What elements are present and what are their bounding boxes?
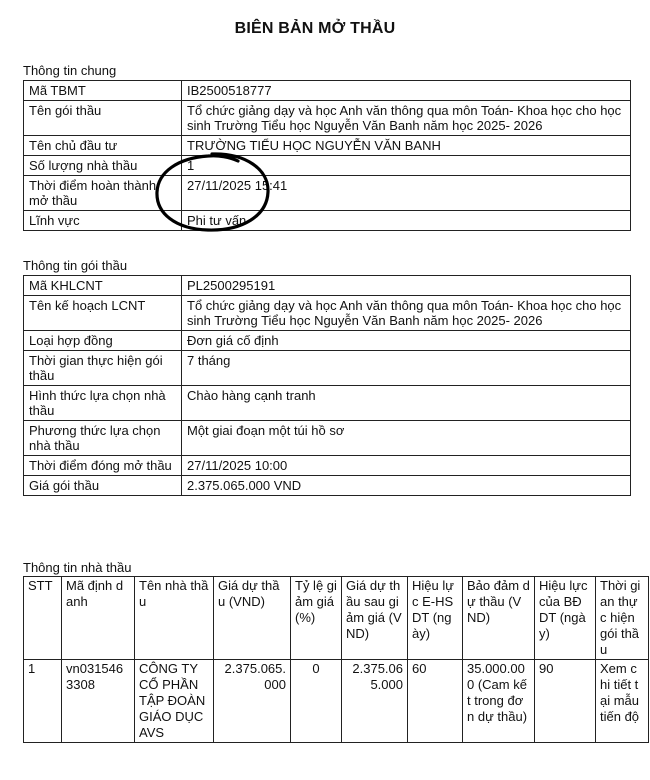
field-value: Tổ chức giảng dạy và học Anh văn thông qua môn Toán- Khoa học cho học sinh Trường Tiểu học Nguyễn Văn Banh năm học 2025- 2026 — [182, 296, 631, 331]
cell-validity: 60 — [408, 660, 463, 743]
table-row — [24, 351, 631, 386]
field-value: Chào hàng cạnh tranh — [182, 386, 631, 421]
cell-price-after: 2.375.065.000 — [342, 660, 408, 743]
column-header: Giá dự thầu sau giảm giá (VND) — [342, 577, 408, 660]
field-value: Phi tư vấn — [182, 211, 631, 231]
section-general-label: Thông tin chung — [23, 63, 117, 78]
field-label: Thời gian thực hiện gói thầu — [24, 351, 182, 386]
column-header: STT — [24, 577, 62, 660]
section-bidders-label: Thông tin nhà thầu — [23, 560, 132, 575]
field-label: Tên gói thầu — [24, 101, 182, 136]
field-label: Mã TBMT — [24, 81, 182, 101]
column-header: Mã định danh — [62, 577, 135, 660]
table-row — [24, 421, 631, 456]
column-header: Giá dự thầu (VND) — [214, 577, 291, 660]
field-label: Hình thức lựa chọn nhà thầu — [24, 386, 182, 421]
table-row — [24, 176, 631, 211]
table-row — [24, 331, 631, 351]
table-row — [24, 660, 649, 743]
field-label: Tên kế hoạch LCNT — [24, 296, 182, 331]
cell-name: CÔNG TY CỔ PHẦN TẬP ĐOÀN GIÁO DỤC AVS — [135, 660, 214, 743]
table-row — [24, 456, 631, 476]
field-value: IB2500518777 — [182, 81, 631, 101]
field-value: PL2500295191 — [182, 276, 631, 296]
field-value: 2.375.065.000 VND — [182, 476, 631, 496]
column-header: Tên nhà thầu — [135, 577, 214, 660]
table-row — [24, 211, 631, 231]
field-value: Một giai đoạn một túi hồ sơ — [182, 421, 631, 456]
field-label: Thời điểm hoàn thành mở thầu — [24, 176, 182, 211]
package-info-table — [23, 275, 631, 496]
table-row — [24, 296, 631, 331]
field-label: Phương thức lựa chọn nhà thầu — [24, 421, 182, 456]
field-value: TRƯỜNG TIỂU HỌC NGUYỄN VĂN BANH — [182, 136, 631, 156]
field-label: Giá gói thầu — [24, 476, 182, 496]
field-label: Số lượng nhà thầu — [24, 156, 182, 176]
table-row — [24, 156, 631, 176]
cell-duration: Xem chi tiết tại mẫu tiến độ — [596, 660, 649, 743]
bidders-table — [23, 576, 649, 743]
field-value: 7 tháng — [182, 351, 631, 386]
field-value: 27/11/2025 10:00 — [182, 456, 631, 476]
table-row — [24, 276, 631, 296]
column-header: Thời gian thực hiện gói thầu — [596, 577, 649, 660]
field-value: 27/11/2025 15:41 — [182, 176, 631, 211]
table-row — [24, 136, 631, 156]
field-label: Mã KHLCNT — [24, 276, 182, 296]
cell-stt: 1 — [24, 660, 62, 743]
general-info-table — [23, 80, 631, 231]
column-header: Bảo đảm dự thầu (VND) — [463, 577, 535, 660]
table-row — [24, 101, 631, 136]
cell-id: vn0315463308 — [62, 660, 135, 743]
section-package-label: Thông tin gói thầu — [23, 258, 128, 273]
cell-guarantee-validity: 90 — [535, 660, 596, 743]
column-header: Hiệu lực của BĐ DT (ngày) — [535, 577, 596, 660]
column-header: Tỷ lệ giảm giá (%) — [291, 577, 342, 660]
column-header: Hiệu lực E-HSDT (ngày) — [408, 577, 463, 660]
field-label: Thời điểm đóng mở thầu — [24, 456, 182, 476]
table-header-row — [24, 577, 649, 660]
cell-price: 2.375.065.000 — [214, 660, 291, 743]
field-value: Đơn giá cố định — [182, 331, 631, 351]
cell-guarantee: 35.000.000 (Cam kết trong đơn dự thầu) — [463, 660, 535, 743]
field-value: 1 — [182, 156, 631, 176]
field-label: Lĩnh vực — [24, 211, 182, 231]
table-row — [24, 386, 631, 421]
field-label: Tên chủ đầu tư — [24, 136, 182, 156]
cell-discount: 0 — [291, 660, 342, 743]
table-row — [24, 476, 631, 496]
field-label: Loại hợp đồng — [24, 331, 182, 351]
field-value: Tổ chức giảng dạy và học Anh văn thông qua môn Toán- Khoa học cho học sinh Trường Tiểu học Nguyễn Văn Banh năm học 2025- 2026 — [182, 101, 631, 136]
document-title: BIÊN BẢN MỞ THẦU — [234, 20, 396, 37]
table-row — [24, 81, 631, 101]
